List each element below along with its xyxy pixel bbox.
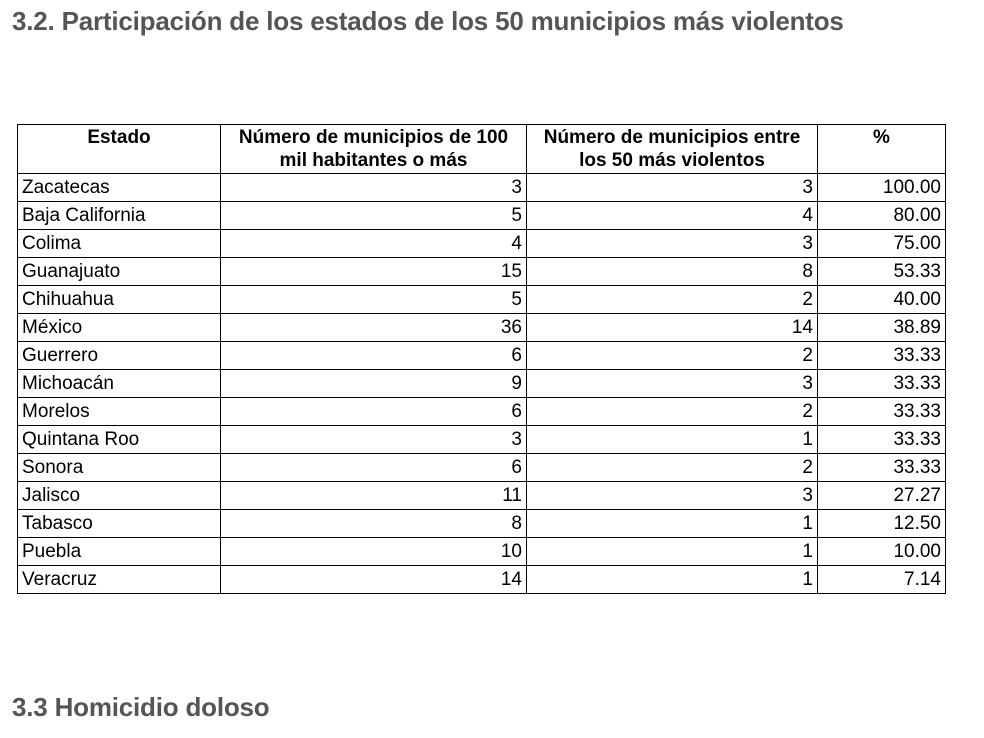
cell-municipios-100mil: 15 (221, 258, 527, 286)
cell-municipios-100mil: 8 (221, 510, 527, 538)
cell-percent: 40.00 (818, 286, 946, 314)
cell-municipios-violentos: 8 (527, 258, 818, 286)
cell-estado: México (18, 314, 221, 342)
table-row (18, 286, 946, 314)
cell-municipios-violentos: 3 (527, 482, 818, 510)
cell-municipios-100mil: 36 (221, 314, 527, 342)
cell-municipios-violentos: 2 (527, 454, 818, 482)
cell-municipios-violentos: 2 (527, 286, 818, 314)
cell-estado: Baja California (18, 202, 221, 230)
cell-municipios-100mil: 6 (221, 398, 527, 426)
table-body (18, 174, 946, 594)
cell-municipios-100mil: 5 (221, 286, 527, 314)
cell-percent: 38.89 (818, 314, 946, 342)
cell-estado: Morelos (18, 398, 221, 426)
cell-municipios-violentos: 1 (527, 426, 818, 454)
cell-estado: Veracruz (18, 566, 221, 594)
cell-estado: Quintana Roo (18, 426, 221, 454)
cell-estado: Guanajuato (18, 258, 221, 286)
cell-percent: 33.33 (818, 398, 946, 426)
cell-percent: 33.33 (818, 370, 946, 398)
table-row (18, 566, 946, 594)
cell-estado: Zacatecas (18, 174, 221, 202)
cell-percent: 7.14 (818, 566, 946, 594)
cell-municipios-100mil: 11 (221, 482, 527, 510)
table-row (18, 342, 946, 370)
section-heading-3-2: 3.2. Participación de los estados de los 50 municipios más violentos (12, 6, 844, 36)
table-header-row (18, 125, 946, 174)
table-row (18, 174, 946, 202)
cell-municipios-100mil: 3 (221, 174, 527, 202)
cell-percent: 75.00 (818, 230, 946, 258)
cell-estado: Puebla (18, 538, 221, 566)
cell-percent: 27.27 (818, 482, 946, 510)
cell-estado: Jalisco (18, 482, 221, 510)
header-percent: % (818, 125, 946, 174)
cell-municipios-violentos: 3 (527, 174, 818, 202)
cell-municipios-100mil: 6 (221, 342, 527, 370)
cell-estado: Michoacán (18, 370, 221, 398)
cell-percent: 33.33 (818, 454, 946, 482)
header-estado: Estado (18, 125, 221, 174)
cell-percent: 33.33 (818, 426, 946, 454)
cell-percent: 53.33 (818, 258, 946, 286)
table-row (18, 398, 946, 426)
cell-municipios-violentos: 1 (527, 510, 818, 538)
cell-municipios-100mil: 3 (221, 426, 527, 454)
states-table (17, 124, 946, 594)
header-municipios-100mil: Número de municipios de 100 mil habitantes o más (221, 125, 527, 174)
section-heading-3-3: 3.3 Homicidio doloso (12, 692, 270, 722)
cell-estado: Chihuahua (18, 286, 221, 314)
cell-municipios-violentos: 3 (527, 370, 818, 398)
cell-municipios-100mil: 14 (221, 566, 527, 594)
cell-municipios-violentos: 14 (527, 314, 818, 342)
table-row (18, 426, 946, 454)
cell-municipios-violentos: 1 (527, 566, 818, 594)
table-row (18, 258, 946, 286)
table-row (18, 230, 946, 258)
cell-municipios-violentos: 1 (527, 538, 818, 566)
cell-percent: 33.33 (818, 342, 946, 370)
table-row (18, 482, 946, 510)
table-row (18, 202, 946, 230)
states-table-container (17, 124, 946, 594)
header-municipios-violentos: Número de municipios entre los 50 más violentos (527, 125, 818, 174)
cell-municipios-100mil: 5 (221, 202, 527, 230)
cell-estado: Guerrero (18, 342, 221, 370)
cell-estado: Tabasco (18, 510, 221, 538)
cell-municipios-100mil: 4 (221, 230, 527, 258)
table-row (18, 538, 946, 566)
cell-municipios-100mil: 6 (221, 454, 527, 482)
table-row (18, 314, 946, 342)
cell-municipios-violentos: 2 (527, 398, 818, 426)
cell-municipios-violentos: 4 (527, 202, 818, 230)
cell-percent: 10.00 (818, 538, 946, 566)
cell-municipios-100mil: 10 (221, 538, 527, 566)
cell-estado: Sonora (18, 454, 221, 482)
cell-percent: 12.50 (818, 510, 946, 538)
cell-estado: Colima (18, 230, 221, 258)
cell-municipios-100mil: 9 (221, 370, 527, 398)
cell-municipios-violentos: 3 (527, 230, 818, 258)
cell-percent: 80.00 (818, 202, 946, 230)
cell-municipios-violentos: 2 (527, 342, 818, 370)
table-row (18, 510, 946, 538)
cell-percent: 100.00 (818, 174, 946, 202)
table-row (18, 370, 946, 398)
table-row (18, 454, 946, 482)
